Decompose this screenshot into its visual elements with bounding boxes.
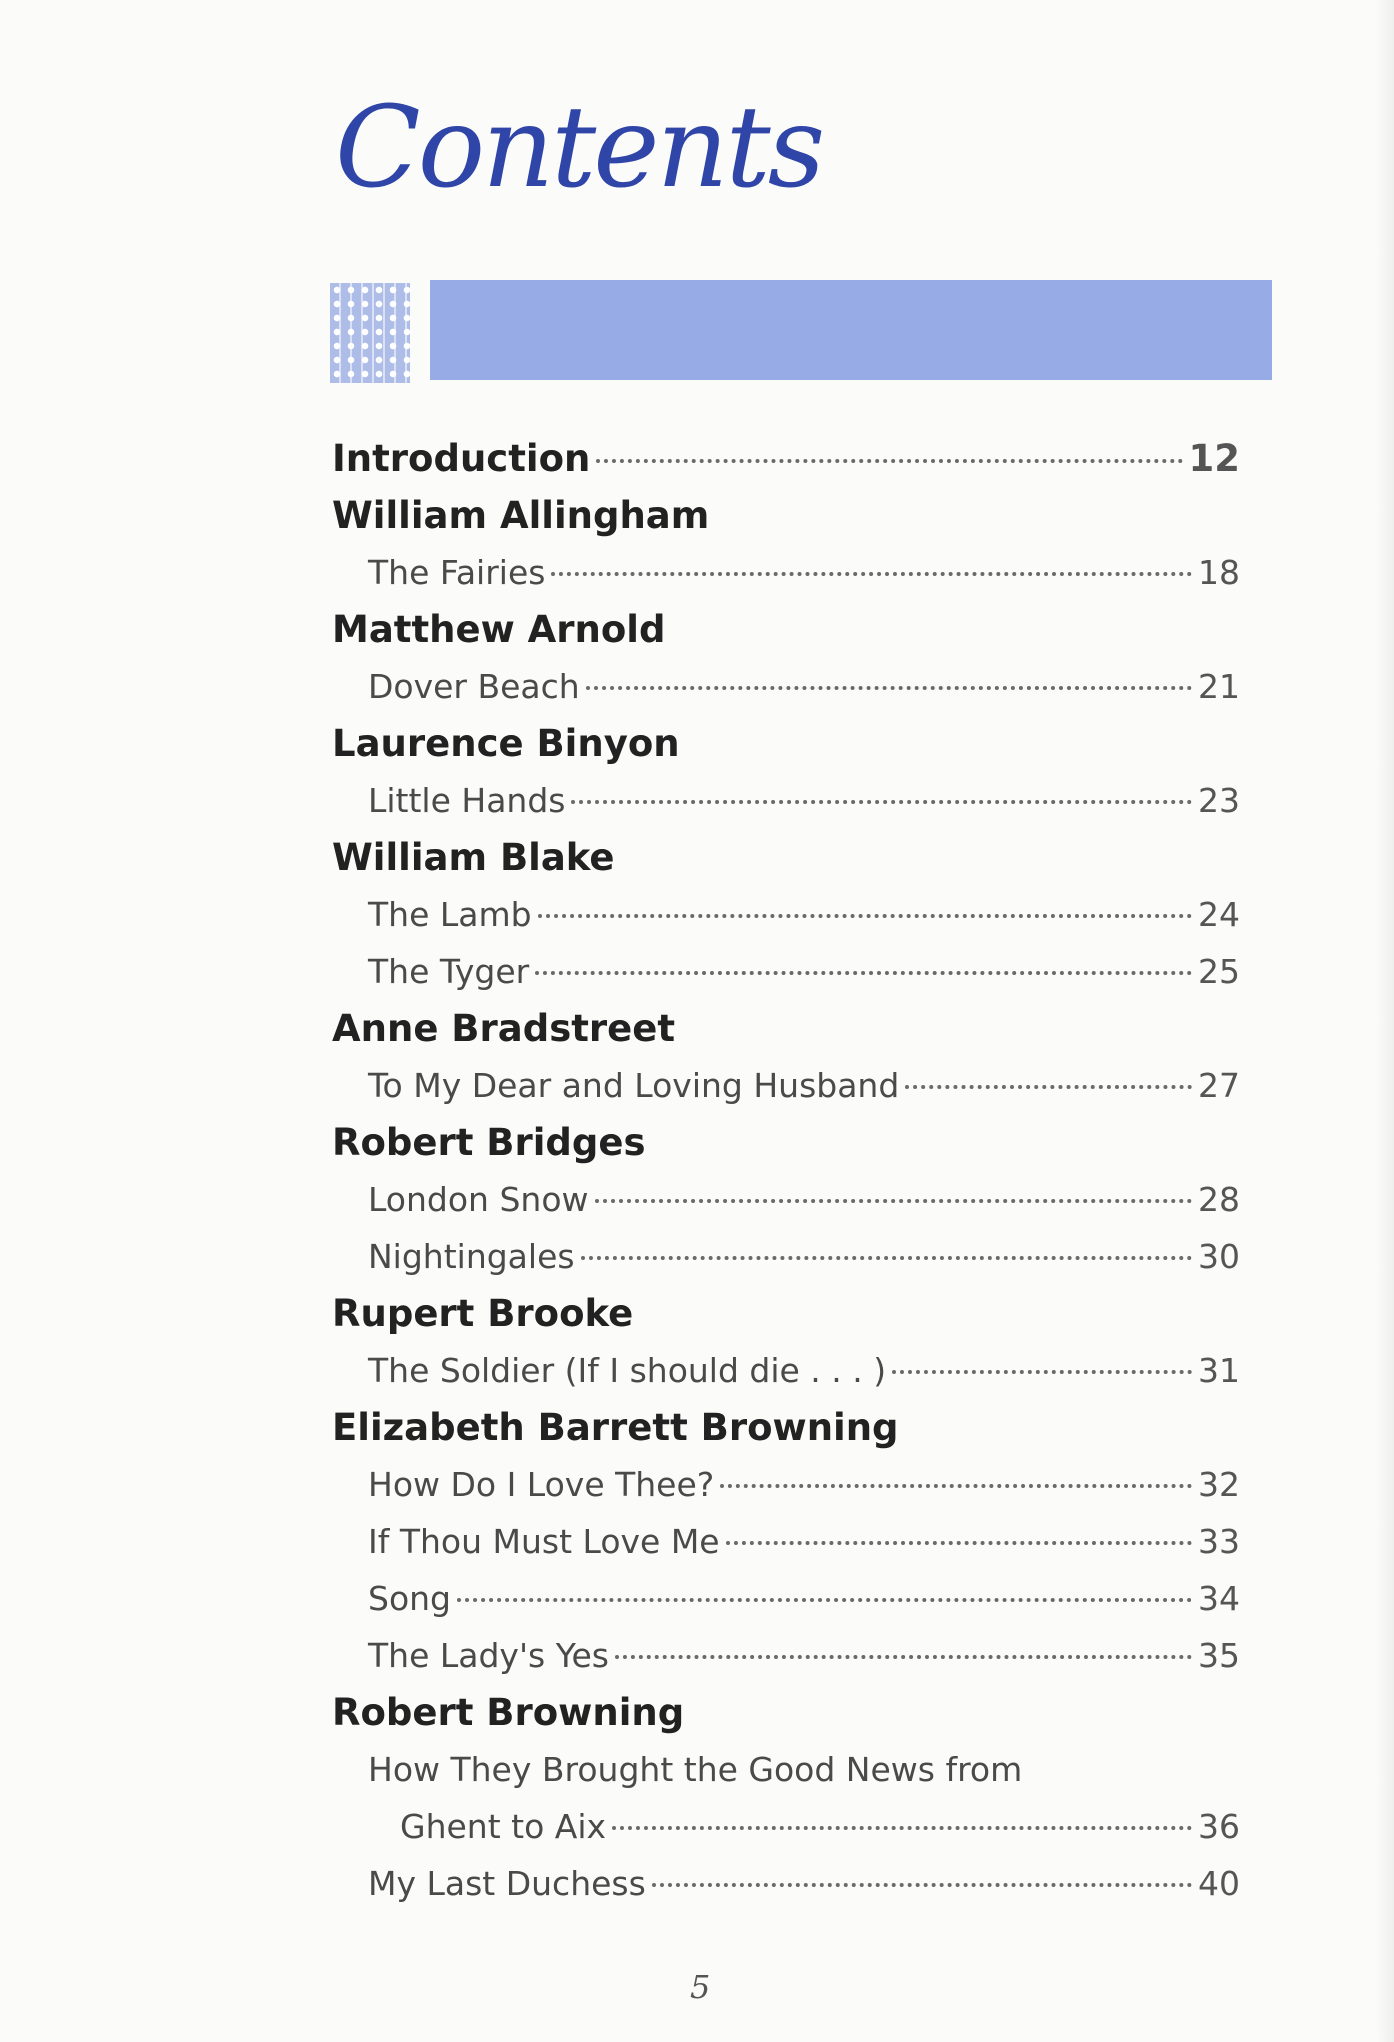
dot-leader [892, 1370, 1192, 1374]
entry-title: The Lady's Yes [368, 1636, 609, 1675]
entry-title: The Fairies [368, 553, 546, 592]
decorative-banner [430, 280, 1272, 380]
entry-title: Song [368, 1579, 451, 1618]
author-heading: William Blake [332, 836, 615, 879]
page-number: 40 [1198, 1864, 1240, 1903]
table-of-contents [332, 430, 1240, 1912]
page-number: 12 [1188, 437, 1240, 480]
author-heading: Anne Bradstreet [332, 1007, 676, 1050]
entry-title: The Tyger [368, 952, 530, 991]
toc-entry[interactable] [332, 1627, 1240, 1684]
toc-entry[interactable] [332, 1513, 1240, 1570]
page-number: 28 [1198, 1180, 1240, 1219]
toc-entry-introduction[interactable] [332, 430, 1240, 487]
entry-title: Introduction [332, 437, 591, 480]
page-number: 27 [1198, 1066, 1240, 1105]
dot-leader [581, 1256, 1192, 1260]
page-number: 32 [1198, 1465, 1240, 1504]
dot-leader [551, 572, 1192, 576]
dot-leader [586, 686, 1192, 690]
author-heading: Laurence Binyon [332, 722, 680, 765]
dot-leader [571, 800, 1192, 804]
author-heading: Elizabeth Barrett Browning [332, 1406, 899, 1449]
dot-leader [905, 1085, 1192, 1089]
entry-title: Nightingales [368, 1237, 575, 1276]
page-number: 31 [1198, 1351, 1240, 1390]
entry-title: London Snow [368, 1180, 589, 1219]
entry-title: How They Brought the Good News from [368, 1750, 1023, 1789]
entry-title: The Soldier (If I should die . . . ) [368, 1351, 887, 1390]
author-heading: Rupert Brooke [332, 1292, 634, 1335]
dot-leader [615, 1655, 1192, 1659]
dot-leader [535, 971, 1192, 975]
dot-leader [596, 459, 1182, 463]
author-heading: William Allingham [332, 494, 710, 537]
toc-entry[interactable] [332, 886, 1240, 943]
author-heading: Robert Browning [332, 1691, 685, 1734]
entry-title: Ghent to Aix [400, 1807, 607, 1846]
dot-leader [726, 1541, 1192, 1545]
toc-entry-line2[interactable] [332, 1798, 1240, 1855]
toc-entry[interactable] [332, 544, 1240, 601]
page-number: 35 [1198, 1636, 1240, 1675]
author-heading: Robert Bridges [332, 1121, 646, 1164]
page-number: 18 [1198, 553, 1240, 592]
toc-entry[interactable] [332, 772, 1240, 829]
page-edge-shadow [1376, 0, 1394, 2042]
toc-entry[interactable] [332, 1456, 1240, 1513]
toc-entry[interactable] [332, 1171, 1240, 1228]
page-title: Contents [335, 83, 823, 213]
toc-entry[interactable] [332, 1855, 1240, 1912]
page-number: 34 [1198, 1579, 1240, 1618]
entry-title: The Lamb [368, 895, 532, 934]
page-number: 36 [1198, 1807, 1240, 1846]
entry-title: To My Dear and Loving Husband [368, 1066, 900, 1105]
dot-leader [595, 1199, 1193, 1203]
toc-entry[interactable] [332, 658, 1240, 715]
dot-leader [720, 1484, 1192, 1488]
page-number-footer: 5 [690, 1968, 711, 2006]
page-number: 24 [1198, 895, 1240, 934]
toc-entry[interactable] [332, 943, 1240, 1000]
dot-leader [457, 1598, 1192, 1602]
page-number: 33 [1198, 1522, 1240, 1561]
page-number: 21 [1198, 667, 1240, 706]
toc-entry[interactable] [332, 1570, 1240, 1627]
page-number: 30 [1198, 1237, 1240, 1276]
page-number: 25 [1198, 952, 1240, 991]
toc-entry-line1[interactable] [332, 1741, 1240, 1798]
dot-leader [538, 914, 1192, 918]
entry-title: Dover Beach [368, 667, 580, 706]
toc-entry[interactable] [332, 1342, 1240, 1399]
author-heading: Matthew Arnold [332, 608, 666, 651]
page-number: 23 [1198, 781, 1240, 820]
dot-leader [652, 1883, 1192, 1887]
entry-title: How Do I Love Thee? [368, 1465, 715, 1504]
decorative-ornament [330, 283, 410, 383]
toc-entry[interactable] [332, 1228, 1240, 1285]
dot-leader [612, 1826, 1192, 1830]
entry-title: My Last Duchess [368, 1864, 646, 1903]
entry-title: Little Hands [368, 781, 566, 820]
toc-entry[interactable] [332, 1057, 1240, 1114]
entry-title: If Thou Must Love Me [368, 1522, 720, 1561]
